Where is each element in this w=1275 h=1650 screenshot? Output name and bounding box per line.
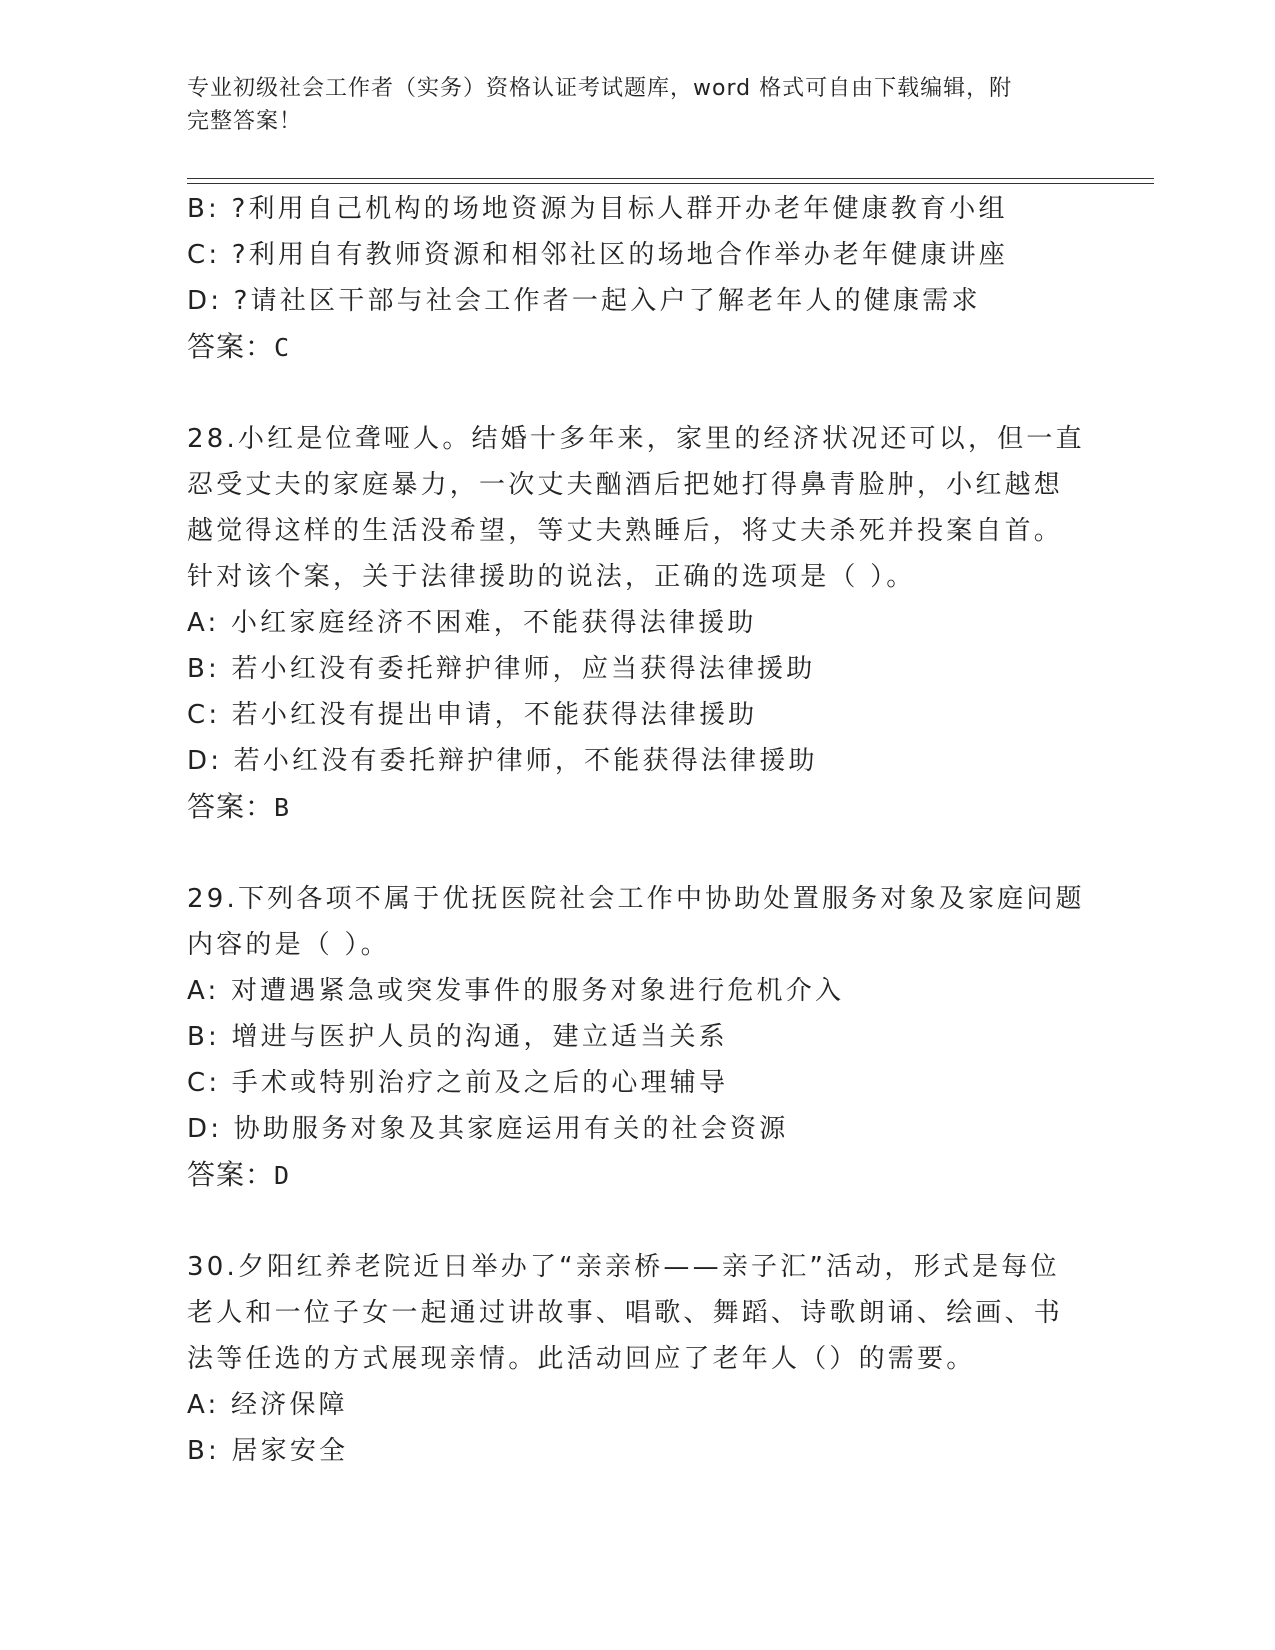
option-c: C: ?利用自有教师资源和相邻社区的场地合作举办老年健康讲座 (187, 240, 1008, 270)
answer-value: C (274, 333, 291, 362)
header-line-2: 完整答案！ (187, 109, 303, 134)
option-c: C: 手术或特别治疗之前及之后的心理辅导 (187, 1068, 729, 1098)
option-c: C: 若小红没有提出申请，不能获得法律援助 (187, 700, 758, 730)
header-rule-top (187, 178, 1154, 179)
document-body (187, 186, 1087, 1474)
option-a: A: 小红家庭经济不困难，不能获得法律援助 (187, 608, 757, 638)
option-a: A: 经济保障 (187, 1390, 348, 1420)
question-stem-line: 老人和一位子女一起通过讲故事、唱歌、舞蹈、诗歌朗诵、绘画、书 (187, 1298, 1064, 1328)
question-stem-line: 越觉得这样的生活没希望，等丈夫熟睡后，将丈夫杀死并投案自首。 (187, 516, 1064, 546)
spacer (187, 370, 1087, 416)
header-line-1: 专业初级社会工作者（实务）资格认证考试题库，word 格式可自由下载编辑，附 (187, 76, 1013, 101)
question-28 (187, 416, 1087, 830)
option-d: D: 若小红没有委托辩护律师，不能获得法律援助 (187, 746, 818, 776)
header-rule-bottom (187, 183, 1154, 184)
option-d: D: 协助服务对象及其家庭运用有关的社会资源 (187, 1114, 789, 1144)
question-stem-line: 28.小红是位聋哑人。结婚十多年来，家里的经济状况还可以，但一直 (187, 424, 1085, 454)
spacer (187, 830, 1087, 876)
question-stem-line: 内容的是（ ）。 (187, 930, 390, 960)
answer-line (187, 324, 1087, 370)
question-stem-line: 针对该个案，关于法律援助的说法，正确的选项是（ ）。 (187, 562, 916, 592)
option-b: B: 居家安全 (187, 1436, 349, 1466)
answer-label: 答案： (187, 1159, 275, 1190)
answer-line (187, 784, 1087, 830)
question-29 (187, 876, 1087, 1198)
question-27-continued (187, 186, 1087, 370)
answer-value: B (274, 793, 291, 822)
option-b: B: 增进与医护人员的沟通，建立适当关系 (187, 1022, 728, 1052)
spacer (187, 1198, 1087, 1244)
option-a: A: 对遭遇紧急或突发事件的服务对象进行危机介入 (187, 976, 845, 1006)
answer-value: D (274, 1161, 291, 1190)
question-stem-line: 忍受丈夫的家庭暴力，一次丈夫酗酒后把她打得鼻青脸肿，小红越想 (187, 470, 1064, 500)
question-stem-line: 30.夕阳红养老院近日举办了“亲亲桥——亲子汇”活动，形式是每位 (187, 1252, 1060, 1282)
answer-line (187, 1152, 1087, 1198)
option-d: D: ?请社区干部与社会工作者一起入户了解老年人的健康需求 (187, 286, 981, 316)
answer-label: 答案： (187, 331, 275, 362)
question-30 (187, 1244, 1087, 1474)
option-b: B: 若小红没有委托辩护律师，应当获得法律援助 (187, 654, 816, 684)
question-stem-line: 法等任选的方式展现亲情。此活动回应了老年人（）的需要。 (187, 1344, 976, 1374)
option-b: B: ?利用自己机构的场地资源为目标人群开办老年健康教育小组 (187, 194, 1008, 224)
page-header (187, 72, 1087, 138)
answer-label: 答案： (187, 791, 275, 822)
question-stem-line: 29.下列各项不属于优抚医院社会工作中协助处置服务对象及家庭问题 (187, 884, 1085, 914)
